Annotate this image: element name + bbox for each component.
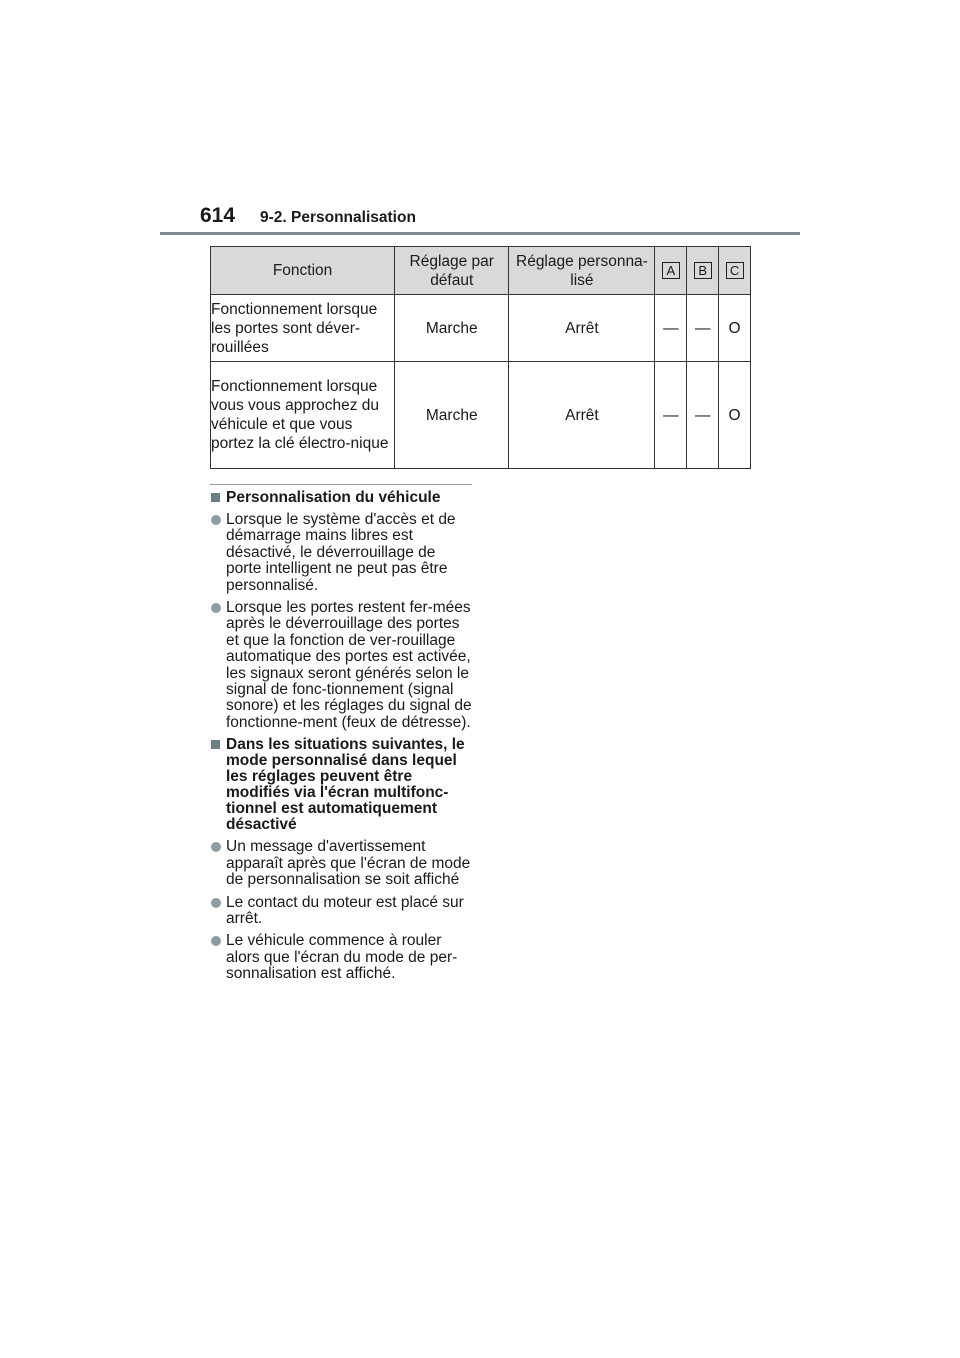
section-heading-text: Personnalisation du véhicule: [226, 489, 441, 506]
cell-c: O: [719, 362, 751, 469]
column-header-a: [655, 247, 687, 295]
cell-custom: Arrêt: [509, 362, 655, 469]
column-header-custom: Réglage personna-lisé: [509, 247, 655, 295]
cell-c: O: [719, 295, 751, 362]
cell-default: Marche: [395, 295, 509, 362]
cell-default: Marche: [395, 362, 509, 469]
circle-bullet-icon: [211, 936, 221, 946]
cell-b: —: [687, 362, 719, 469]
cell-a: —: [655, 362, 687, 469]
bullet-item: [210, 933, 472, 982]
circle-bullet-icon: [211, 515, 221, 525]
table-row: [211, 362, 751, 469]
cell-custom: Arrêt: [509, 295, 655, 362]
boxed-letter-b: B: [694, 262, 712, 279]
column-header-default: Réglage par défaut: [395, 247, 509, 295]
column-header-function: Fonction: [211, 247, 395, 295]
boxed-letter-a: A: [662, 262, 680, 279]
bullet-item: [210, 512, 472, 594]
circle-bullet-icon: [211, 603, 221, 613]
cell-a: —: [655, 295, 687, 362]
cell-function: Fonctionnement lorsque vous vous approchez du véhicule et que vous portez la clé électro-nique: [211, 362, 395, 469]
bullet-item: [210, 600, 472, 731]
bullet-text: Le véhicule commence à rouler alors que l'écran du mode de per-sonnalisation est affiché.: [226, 932, 458, 983]
section-heading: [210, 490, 472, 506]
section-heading-text: Dans les situations suivantes, le mode personnalisé dans lequel les réglages peuvent être modifiés via l'écran multifonc-tionnel est automatiquement désactivé: [226, 736, 465, 834]
column-header-b: [687, 247, 719, 295]
notes-column: [210, 484, 472, 989]
column-header-c: [719, 247, 751, 295]
table-header-row: [211, 247, 751, 295]
boxed-letter-c: C: [726, 262, 744, 279]
bullet-text: Un message d'avertissement apparaît après que l'écran de mode de personnalisation se soit affiché: [226, 838, 471, 889]
bullet-text: Lorsque le système d'accès et de démarrage mains libres est désactivé, le déverrouillage de porte intelligent ne peut pas être personnalisé.: [226, 511, 456, 594]
bullet-item: [210, 895, 472, 928]
section-title: 9-2. Personnalisation: [260, 209, 416, 226]
table-row: [211, 295, 751, 362]
bullet-text: Lorsque les portes restent fer-mées après le déverrouillage des portes et que la fonction de ver-rouillage automatique des portes est activée, les signaux seront générés selon le signal de fonc-tionnement (signal sonore) et les réglages du signal de fonctionne-ment (feux de détresse).: [226, 599, 472, 731]
circle-bullet-icon: [211, 898, 221, 908]
section-heading: [210, 737, 472, 833]
square-bullet-icon: [211, 493, 220, 502]
square-bullet-icon: [211, 740, 220, 749]
circle-bullet-icon: [211, 842, 221, 852]
page-number: 614: [200, 204, 236, 227]
header-rule: [160, 232, 800, 235]
bullet-text: Le contact du moteur est placé sur arrêt.: [226, 893, 464, 927]
content-divider: [210, 484, 472, 485]
settings-table: [210, 246, 751, 469]
bullet-item: [210, 839, 472, 888]
cell-b: —: [687, 295, 719, 362]
cell-function: Fonctionnement lorsque les portes sont déver-rouillées: [211, 295, 395, 362]
